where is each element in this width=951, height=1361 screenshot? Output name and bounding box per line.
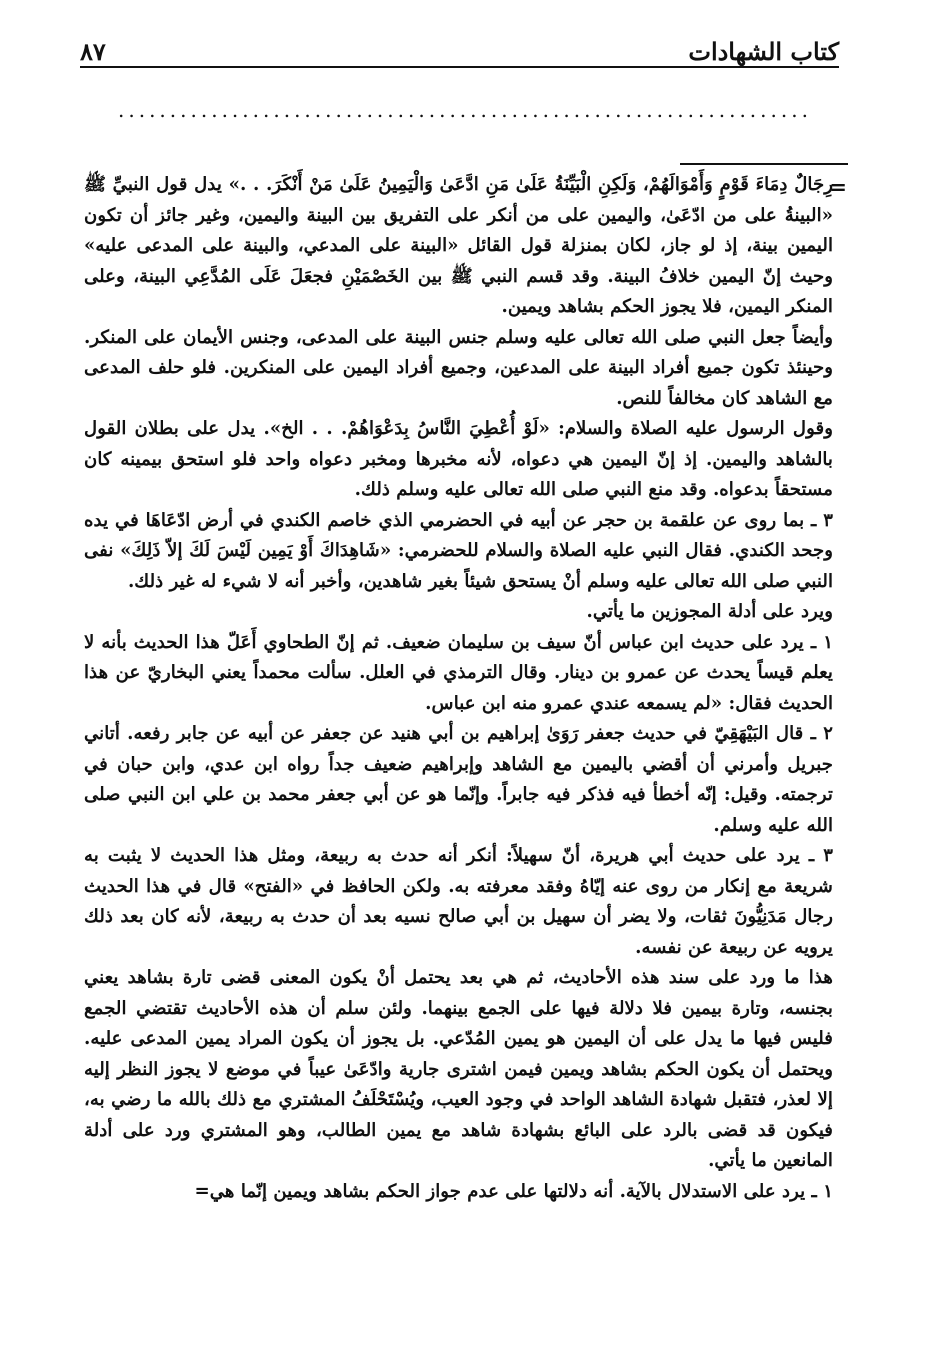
paragraph-7: ٢ ـ قال البَيْهَقِيّ في حديث جعفر رَوَىٰ إبراهيم بن أبي هنيد عن جعفر عن أبيه عن جابر رفعه. أتاني جبريل وأمرني أن أقضي باليمين مع الشاهد وإبراهيم ضعيف جداً رواه ابن عدي، وابن حبان في ترجمته. وقيل: إنّه أخطأ فيه فذكر فيه جابراً. وإنّما هو عن أبي جعفر محمد بن علي ابن النبي صلى الله عليه وسلم. xyxy=(84,723,833,836)
page-number: ٨٧ xyxy=(80,37,106,66)
paragraph-3: وقول الرسول عليه الصلاة والسلام: «لَوْ أُعْطِيَ النَّاسُ بِدَعْوَاهُمْ. . . الخ». يدل على بطلان القول بالشاهد واليمين. إذ إنّ اليمين هي دعواه، لأنه مخبرها ومخبر دعواه واحد فلو استحق بيمينه كان مستحقاً بدعواه. وقد منع النبي صلى الله تعالى عليه وسلم ذلك. xyxy=(84,418,833,500)
header-divider xyxy=(80,66,839,68)
book-title: كتاب الشهادات xyxy=(688,37,839,66)
paragraph-5: ويرد على أدلة المجوزين ما يأتي. xyxy=(586,601,833,622)
paragraph-2: وأيضاً جعل النبي صلى الله تعالى عليه وسلم جنس البينة على المدعى، وجنس الأيمان على المنكر. وحينئذ تكون جميع أفراد البينة على المدعين، وجميع أفراد اليمين على المنكرين. فلو حلف المدعى مع الشاهد كان مخالفاً للنص. xyxy=(84,326,833,409)
paragraph-9: هذا ما ورد على سند هذه الأحاديث، ثم هي بعد يحتمل أنْ يكون المعنى قضى تارة بشاهد يعني بجنسه، وتارة بيمين فلا دلالة فيها على الجمع بينهما. ولئن سلم أن هذه الأحاديث تقتضي الجمع فليس فيها ما يدل على أن اليمين هو يمين المُدّعي. بل يجوز أن يكون المراد يمين المدعى عليه. ويحتمل أن يكون الحكم بشاهد ويمين فيمن اشترى جارية وادّعَىٰ عيباً في موضع لا يجوز النظر إليه إلا لعذر، فتقبل شهادة الشاهد الواحد في وجود العيب، ويُسْتَحْلَفُ المشتري مع ذلك بالله ما رضي به، فيكون قد قضى بالرد على البائع بشهادة شاهد مع يمين الطالب، وهو المشتري ورد على أدلة المانعين ما يأتي. xyxy=(84,967,833,1171)
paragraph-6: ١ ـ يرد على حديث ابن عباس أنّ سيف بن سليمان ضعيف. ثم إنّ الطحاوي أَعَلّ هذا الحديث بأنه لا يعلم قيساً يحدث عن عمرو بن دينار. وقال الترمذي في العلل. سألت محمداً يعني البخاريّ عن هذا الحديث فقال: «لم يسمعه عندي عمرو منه ابن عباس. xyxy=(84,631,833,714)
page-header xyxy=(80,24,839,64)
dotted-separator: ................................................................... xyxy=(118,98,812,122)
paragraph-10: ١ ـ يرد على الاستدلال بالآية. أنه دلالتها على عدم جواز الحكم بشاهد ويمين إنّما هي= xyxy=(194,1180,833,1202)
footnote-rule xyxy=(680,163,848,165)
paragraph-4: ٣ ـ بما روى عن علقمة بن حجر عن أبيه في الحضرمي الذي خاصم الكندي في أرض ادّعَاهَا في يده وجحد الكندي. فقال النبي عليه الصلاة والسلام للحضرمي: «شَاهِدَاكَ أَوْ يَمِين لَيْسَ لَكَ إلاّ ذَلِكَ» نفى النبي صلى الله تعالى عليه وسلم أنْ يستحق شيئاً بغير شاهدين، وأخبر أنه لا شيء له غير ذلك. xyxy=(84,509,833,592)
paragraph-1: رِجَالٌ دِمَاءَ قَوْمٍ وَأَمْوَالَهُمْ، وَلَكِنِ الْبَيِّنَةُ عَلَىٰ مَنِ ادَّعَىٰ وَالْيَمِينُ عَلَىٰ مَنْ أَنْكَرَ. . .» يدل قول النبيِّ ﷺ «البينةُ على من ادّعَىٰ، واليمين على من أنكر على التفريق بين البينة واليمين، وغير جائز أن تكون اليمين بينة، إذ لو جاز، لكان بمنزلة قول القائل «البينة على المدعي، والبينة على المدعى عليه» وحيث إنّ اليمين خلافُ البينة. وقد قسم النبي ﷺ بين الخَصْمَيْنِ فجعَلَ عَلَى المُدَّعِي البينة، وعلى المنكر اليمين، فلا يجوز الحكم بشاهد ويمين. xyxy=(84,174,833,317)
continuation-mark: = xyxy=(829,174,847,199)
page-body xyxy=(84,170,833,1207)
paragraph-8: ٣ ـ يرد على حديث أبي هريرة، أنّ سهيلاً: أنكر أنه حدث به ربيعة، ومثل هذا الحديث لا يثبت به شريعة مع إنكار من روى عنه إيّاهُ وفقد معرفته به. ولكن الحافظ في «الفتح» قال في هذا الحديث رجال مَدَنِيُّونَ ثقات، ولا يضر أن سهيل بن أبي صالح نسيه بعد أن حدث به ربيعة، لأنه كان بعد ذلك يرويه عن ربيعة عن نفسه. xyxy=(84,845,833,958)
